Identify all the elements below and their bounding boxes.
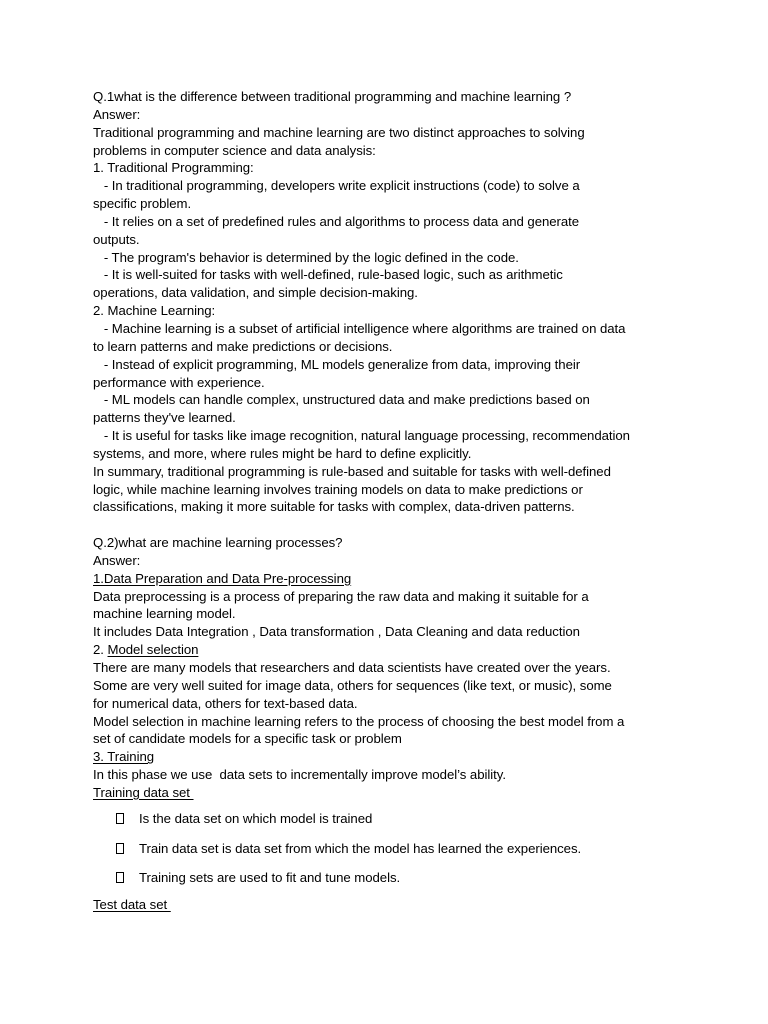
traditional-line: - It is well-suited for tasks with well-defined, rule-based logic, such as arithmetic (93, 267, 563, 283)
model-selection-line: Some are very well suited for image data, others for sequences (like text, or music), some (93, 677, 612, 693)
document-body (93, 88, 693, 914)
bullet-item (93, 810, 693, 828)
bullet-text: Training sets are used to fit and tune models. (139, 870, 401, 886)
data-prep-line: machine learning model. (93, 606, 236, 622)
q1-question: Q.1what is the difference between traditional programming and machine learning ? (93, 89, 572, 104)
traditional-heading: 1. Traditional Programming: (93, 160, 254, 176)
training-heading: 3. Training (93, 749, 155, 765)
q2-answer-label: Answer: (93, 552, 141, 568)
ml-line: systems, and more, where rules might be hard to define explicitly. (93, 445, 472, 461)
data-prep-line: It includes Data Integration , Data transformation , Data Cleaning and data reduction (93, 624, 580, 640)
training-set-heading: Training data set (93, 784, 194, 800)
q1-intro-line: Traditional programming and machine learning are two distinct approaches to solving (93, 124, 585, 140)
model-selection-heading: Model selection (107, 642, 199, 658)
summary-line: classifications, making it more suitable for tasks with complex, data-driven patterns. (93, 499, 575, 515)
summary-line: logic, while machine learning involves training models on data to make predictions or (93, 481, 583, 497)
ml-line: - It is useful for tasks like image recognition, natural language processing, recommendation (93, 428, 630, 444)
bullet-item (93, 869, 693, 887)
model-selection-number: 2. (93, 642, 108, 658)
model-selection-line: There are many models that researchers and data scientists have created over the years. (93, 660, 611, 675)
summary-line: In summary, traditional programming is rule-based and suitable for tasks with well-defined (93, 463, 611, 479)
q1-intro-line: problems in computer science and data analysis: (93, 142, 376, 158)
ml-heading: 2. Machine Learning: (93, 303, 216, 319)
q2-question: Q.2)what are machine learning processes? (93, 535, 343, 551)
bullet-text: Train data set is data set from which the model has learned the experiences. (139, 840, 582, 856)
bullet-glyph-icon (116, 813, 124, 824)
bullet-glyph-icon (116, 872, 124, 883)
traditional-line: specific problem. (93, 196, 192, 212)
traditional-line: - In traditional programming, developers write explicit instructions (code) to solve a (93, 178, 580, 194)
traditional-line: operations, data validation, and simple decision-making. (93, 285, 418, 301)
traditional-line: - It relies on a set of predefined rules and algorithms to process data and generate (93, 213, 580, 229)
bullet-glyph-icon (116, 843, 124, 854)
ml-line: performance with experience. (93, 374, 265, 390)
ml-line: to learn patterns and make predictions or decisions. (93, 338, 393, 354)
model-selection-line: Model selection in machine learning refers to the process of choosing the best model from a (93, 713, 625, 729)
data-prep-heading: 1.Data Preparation and Data Pre-processing (93, 570, 352, 586)
traditional-line: - The program's behavior is determined by the logic defined in the code. (93, 249, 519, 265)
ml-line: - ML models can handle complex, unstructured data and make predictions based on (93, 392, 590, 408)
ml-line: - Instead of explicit programming, ML models generalize from data, improving their (93, 356, 581, 372)
traditional-line: outputs. (93, 231, 140, 247)
blank-line (93, 516, 693, 534)
test-set-heading: Test data set (93, 897, 171, 913)
data-prep-line: Data preprocessing is a process of preparing the raw data and making it suitable for a (93, 588, 589, 604)
model-selection-line: set of candidate models for a specific task or problem (93, 731, 402, 747)
training-line: In this phase we use data sets to incrementally improve model’s ability. (93, 767, 506, 783)
q1-answer-label: Answer: (93, 106, 141, 122)
ml-line: patterns they've learned. (93, 410, 236, 426)
ml-line: - Machine learning is a subset of artificial intelligence where algorithms are trained on data (93, 320, 626, 336)
bullet-text: Is the data set on which model is trained (139, 810, 373, 826)
model-selection-heading-row (93, 641, 693, 659)
bullet-item (93, 840, 693, 858)
model-selection-line: for numerical data, others for text-based data. (93, 695, 358, 711)
